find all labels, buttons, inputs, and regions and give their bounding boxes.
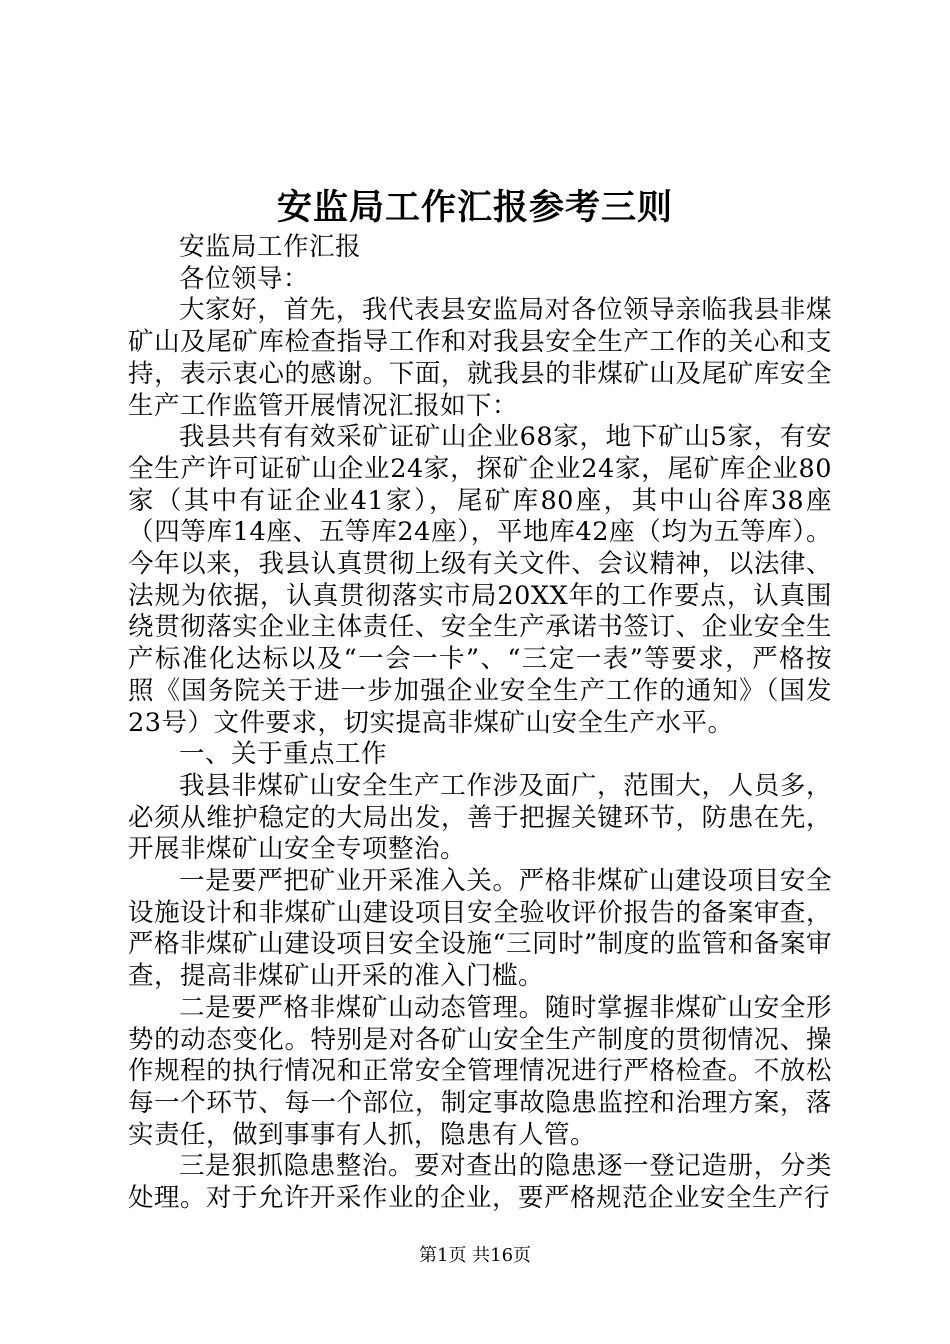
page-number-footer: 第1页 共16页: [418, 1245, 532, 1266]
document-title: 安监局工作汇报参考三则: [276, 187, 673, 228]
paragraph-point-one: 一是要严把矿业开采准入关。严格非煤矿山建设项目安全设施设计和非煤矿山建设项目安全验收评价报告的备案审查，严格非煤矿山建设项目安全设施“三同时”制度的监管和备案审查，提高非煤矿山开采的准入门槛。: [128, 866, 832, 992]
paragraph-greeting: 大家好，首先，我代表县安监局对各位领导亲临我县非煤矿山及尾矿库检查指导工作和对我县安全生产工作的关心和支持，表示衷心的感谢。下面，就我县的非煤矿山及尾矿库安全生产工作监管开展情况汇报如下：: [128, 295, 832, 421]
paragraph-key-work-intro: 我县非煤矿山安全生产工作涉及面广，范围大，人员多，必须从维护稳定的大局出发，善于把握关键环节，防患在先，开展非煤矿山安全专项整治。: [128, 770, 832, 865]
paragraph-subtitle: 安监局工作汇报: [179, 232, 362, 262]
paragraph-point-two: 二是要严格非煤矿山动态管理。随时掌握非煤矿山安全形势的动态变化。特别是对各矿山安全生产制度的贯彻情况、操作规程的执行情况和正常安全管理情况进行严格检查。不放松每一个环节、每一个部位，制定事故隐患监控和治理方案，落实责任，做到事事有人抓，隐患有人管。: [128, 992, 832, 1150]
section-heading-key-work: 一、关于重点工作: [179, 739, 388, 770]
paragraph-overview: 我县共有有效采矿证矿山企业68家，地下矿山5家，有安全生产许可证矿山企业24家，探矿企业24家，尾矿库企业80家（其中有证企业41家），尾矿库80座，其中山谷库38座（四等库14座、五等库24座），平地库42座（均为五等库）。今年以来，我县认真贯彻上级有关文件、会议精神，以法律、法规为依据，认真贯彻落实市局20XX年的工作要点，认真围绕贯彻落实企业主体责任、安全生产承诺书签订、企业安全生产标准化达标以及“一会一卡”、“三定一表”等要求，严格按照《国务院关于进一步加强企业安全生产工作的通知》（国发23号）文件要求，切实提高非煤矿山安全生产水平。: [128, 422, 832, 738]
paragraph-point-three: 三是狠抓隐患整治。要对查出的隐患逐一登记造册，分类处理。对于允许开采作业的企业，要严格规范企业安全生产行: [128, 1151, 832, 1214]
document-body: [128, 232, 832, 1215]
paragraph-salutation: 各位领导：: [179, 263, 310, 294]
